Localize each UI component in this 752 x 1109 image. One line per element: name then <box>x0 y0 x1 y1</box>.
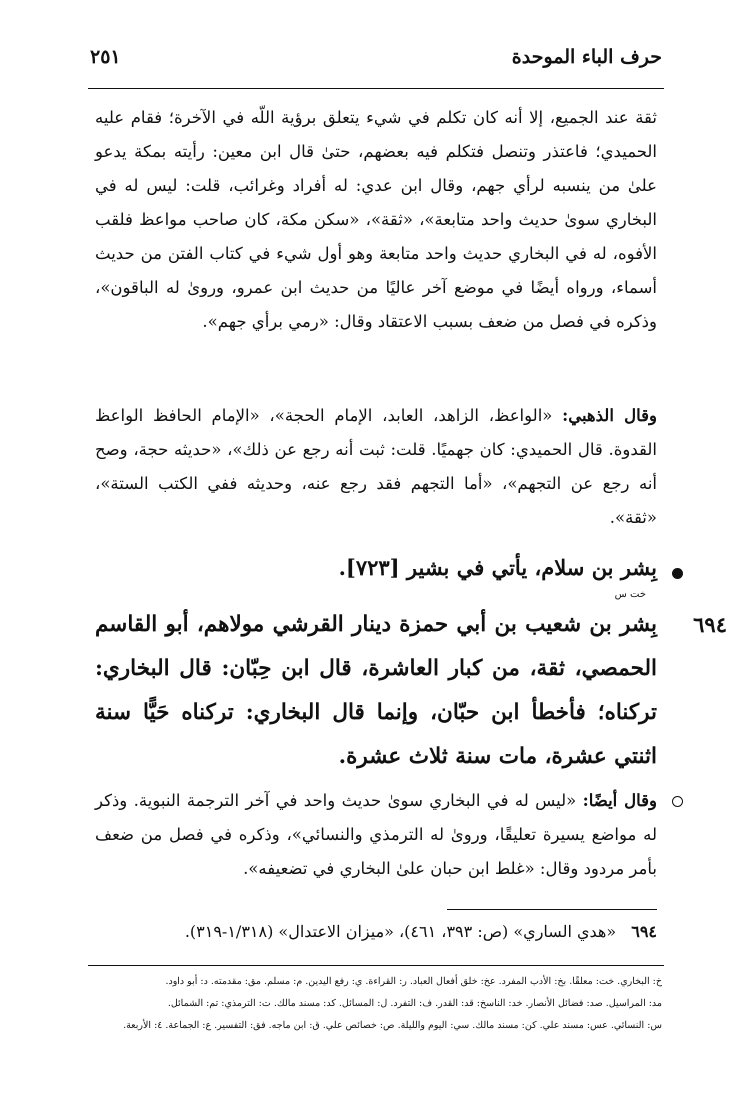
chapter-title: حرف الباء الموحدة <box>511 46 662 68</box>
header-divider <box>88 88 664 89</box>
paragraph-label: وقال الذهبي: <box>562 406 658 425</box>
abbreviations-line: خ: البخاري. خت: معلقًا. بخ: الأدب المفرد. عخ: خلق أفعال العباد. ر: القراءة. ي: رفع اليدين. م: مسلم. مق: مقدمته. د: أبو داود. <box>165 976 662 987</box>
circle-marker-icon <box>672 796 683 807</box>
note-label: وقال أيضًا: <box>582 791 658 810</box>
entry-text: بِشر بن شعيب بن أبي حمزة دينار القرشي مولاهم، أبو القاسم الحمصي، ثقة، من كبار العاشرة، قال ابن حِبّان: قال البخاري: تركناه؛ فأخطأ ابن حبّان، وإنما قال البخاري: تركناه حَيًّا سنة اثنتي عشرة، مات سنة ثلاث عشرة. <box>95 612 657 769</box>
paragraph-text: «الواعظ، الزاهد، العابد، الإمام الحجة»، «الإمام الحافظ الواعظ القدوة. قال الحميدي: كان جهميًا. قلت: ثبت أنه رجع عن ذلك»، «حديثه حجة، وصح أنه رجع عن التجهم»، «أما التجهم فقد رجع عنه، وحديثه ففي الكتب الستة»، «ثقة». <box>95 406 657 527</box>
entry-sigla: خت س <box>614 589 646 600</box>
note-text: «ليس له في البخاري سوىٰ حديث واحد في آخر الترجمة النبوية. وذكر له مواضع يسيرة تعليقًا، وروىٰ له الترمذي والنسائي»، وذكره في فصل من ضعف بأمر مردود وقال: «غلط ابن حبان علىٰ البخاري في تضعيفه». <box>95 791 657 878</box>
abbreviations-divider <box>88 965 664 966</box>
cross-reference-text: بِشر بن سلام، يأتي في بشير [٧٢٣]. <box>338 555 657 580</box>
entry-number: ٦٩٤ <box>693 612 727 637</box>
paragraph-dhahabi <box>95 399 657 535</box>
bullet-icon <box>672 568 683 579</box>
commentary-note <box>95 784 657 886</box>
page-number: ٢٥١ <box>90 46 121 68</box>
paragraph-continuation: ثقة عند الجميع، إلا أنه كان تكلم في شيء يتعلق برؤية اللّه في الآخرة؛ فقام عليه الحميدي؛ فاعتذر وتنصل فتكلم فيه بعضهم، حتىٰ قال ابن معين: رأيته بمكة يدعو علىٰ من ينسبه لرأي جهم، وقال ابن عدي: له أفراد وغرائب، قلت: ليس له في البخاري سوىٰ حديث واحد متابعة»، «ثقة»، «سكن مكة، كان صاحب مواعظ فلقب الأفوه، له في البخاري حديث واحد متابعة وهو أول شيء في كتاب الفتن من حديث أسماء، ورواه أيضًا في موضع آخر عاليًا من حديث ابن عمرو، وروىٰ له الباقون»، وذكره في فصل من ضعف بسبب الاعتقاد وقال: «رمي برأي جهم». <box>95 108 657 331</box>
footnote <box>95 922 657 941</box>
footnote-divider <box>447 909 657 910</box>
abbreviations-line: مد: المراسيل. صد: فضائل الأنصار. خد: الناسخ: قد: القدر. ف: التفرد. ل: المسائل. كد: مسند مالك. ت: الترمذي: تم: الشمائل. <box>167 998 662 1009</box>
biography-entry <box>95 603 727 779</box>
abbreviations-line: س: النسائي. عس: مسند علي. كن: مسند مالك. سي: اليوم والليلة. ص: خصائص علي. ق: ابن ماجه. فق: التفسير. ع: الجماعة. ٤: الأربعة. <box>123 1020 662 1031</box>
footnote-number: ٦٩٤ <box>631 922 657 941</box>
running-header <box>90 42 662 76</box>
footnote-text: «هدي الساري» (ص: ٣٩٣، ٤٦١)، «ميزان الاعتدال» (١/٣١٨-٣١٩). <box>184 922 617 941</box>
cross-reference-entry <box>95 555 657 595</box>
